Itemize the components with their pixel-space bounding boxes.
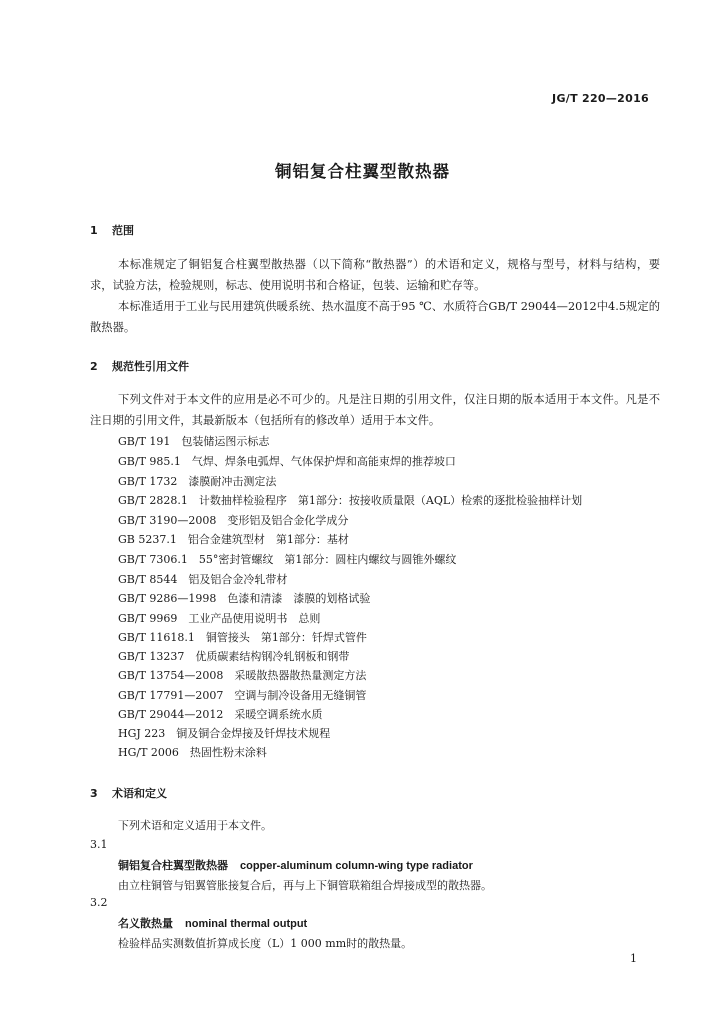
section-number: 3 xyxy=(90,787,98,800)
reference-item: GB/T 2828.1 计数抽样检验程序 第1部分：按接收质量限（AQL）检索的逐批检验抽样计划 xyxy=(118,494,583,507)
reference-item: GB/T 13754—2008 采暖散热器散热量测定方法 xyxy=(118,669,367,682)
term-name-zh: 名义散热量 xyxy=(118,917,173,930)
reference-item: GB/T 9969 工业产品使用说明书 总则 xyxy=(118,612,321,625)
term-name-en: copper-aluminum column-wing type radiator xyxy=(240,860,473,872)
section-title: 规范性引用文件 xyxy=(112,360,189,373)
term-number: 3.2 xyxy=(90,896,108,909)
reference-item: GB/T 8544 铝及铝合金冷轧带材 xyxy=(118,573,288,586)
section-number: 1 xyxy=(90,224,98,237)
reference-item: GB/T 9286—1998 色漆和清漆 漆膜的划格试验 xyxy=(118,592,371,605)
section-3-intro: 下列术语和定义适用于本文件。 xyxy=(118,819,272,832)
section-title: 范围 xyxy=(112,224,134,237)
reference-item: GB/T 7306.1 55°密封管螺纹 第1部分：圆柱内螺纹与圆锥外螺纹 xyxy=(118,553,457,566)
section-number: 2 xyxy=(90,360,98,373)
reference-item: GB/T 29044—2012 采暖空调系统水质 xyxy=(118,708,323,721)
section-title: 术语和定义 xyxy=(112,787,167,800)
reference-item: GB/T 985.1 气焊、焊条电弧焊、气体保护焊和高能束焊的推荐坡口 xyxy=(118,455,456,468)
reference-item: GB/T 3190—2008 变形铝及铝合金化学成分 xyxy=(118,514,349,527)
section-2-intro: 下列文件对于本文件的应用是必不可少的。凡是注日期的引用文件，仅注日期的版本适用于本文件。凡是不注日期的引用文件，其最新版本（包括所有的修改单）适用于本文件。 xyxy=(90,393,660,427)
page-number: 1 xyxy=(630,952,637,965)
reference-item: GB/T 191 包装储运图示标志 xyxy=(118,435,270,448)
term-definition: 检验样品实测数值折算成长度（L）1 000 mm时的散热量。 xyxy=(118,937,413,950)
reference-item: GB/T 13237 优质碳素结构钢冷轧钢板和钢带 xyxy=(118,650,350,663)
section-2-heading xyxy=(90,358,189,374)
reference-item: GB 5237.1 铝合金建筑型材 第1部分：基材 xyxy=(118,533,349,546)
term-name-zh: 铜铝复合柱翼型散热器 xyxy=(118,859,228,872)
term-heading xyxy=(118,915,307,931)
section-1-paragraph-2: 本标准适用于工业与民用建筑供暖系统、热水温度不高于95 ℃、水质符合GB/T 29044—2012中4.5规定的散热器。 xyxy=(90,300,660,334)
term-definition: 由立柱铜管与铝翼管胀接复合后，再与上下铜管联箱组合焊接成型的散热器。 xyxy=(118,879,492,892)
reference-item: GB/T 11618.1 铜管接头 第1部分：钎焊式管件 xyxy=(118,631,367,644)
reference-item: HGJ 223 铜及铜合金焊接及钎焊技术规程 xyxy=(118,727,331,740)
reference-item: HG/T 2006 热固性粉末涂料 xyxy=(118,746,267,759)
section-1-paragraph-1: 本标准规定了铜铝复合柱翼型散热器（以下简称“散热器”）的术语和定义，规格与型号，材料与结构，要求，试验方法，检验规则，标志、使用说明书和合格证，包装、运输和贮存等。 xyxy=(90,258,660,292)
reference-item: GB/T 1732 漆膜耐冲击测定法 xyxy=(118,475,277,488)
reference-item: GB/T 17791—2007 空调与制冷设备用无缝铜管 xyxy=(118,689,367,702)
section-1-heading xyxy=(90,222,134,238)
term-number: 3.1 xyxy=(90,838,108,851)
document-title: 铜铝复合柱翼型散热器 xyxy=(275,162,450,181)
term-name-en: nominal thermal output xyxy=(185,918,308,930)
term-heading xyxy=(118,857,473,873)
section-3-heading xyxy=(90,785,167,801)
standard-code: JG/T 220—2016 xyxy=(552,92,649,105)
